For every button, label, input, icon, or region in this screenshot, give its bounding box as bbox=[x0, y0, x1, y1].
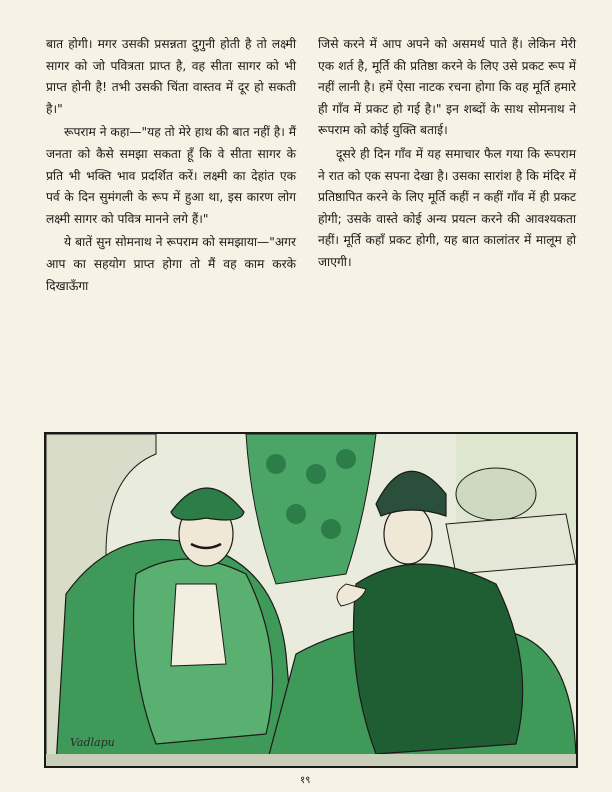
left-text-column bbox=[46, 34, 296, 297]
illustration-drawing bbox=[46, 434, 576, 766]
right-text-column bbox=[318, 34, 576, 274]
page-number: १९ bbox=[300, 775, 311, 786]
paragraph: जिसे करने में आप अपने को असमर्थ पाते हैं। लेकिन मेरी एक शर्त है, मूर्ति की प्रतिष्ठा करने के लिए उसे प्रकट रूप में नहीं लानी है। हमें ऐसा नाटक रचना होगा कि वह मूर्ति हमारे ही गाँव में प्रकट हो गई है।" इन शब्दों के साथ सोमनाथ ने रूपराम को कोई युक्ति बताई। bbox=[318, 37, 576, 138]
story-illustration bbox=[44, 432, 578, 768]
paragraph: दूसरे ही दिन गाँव में यह समाचार फैल गया कि रूपराम ने रात को एक सपना देखा है। उसका सारांश है कि मंदिर में प्रतिष्ठापित करने के लिए मूर्ति कहीं न कहीं गाँव में ही प्रकट होगी; उसके वास्ते कोई अन्य प्रयत्न करने की आवश्यकता नहीं। मूर्ति कहाँ प्रकट होगी, यह बात कालांतर में मालूम हो जाएगी। bbox=[318, 146, 576, 269]
paragraph: ये बातें सुन सोमनाथ ने रूपराम को समझाया—"अगर आप का सहयोग प्राप्त होगा तो मैं वह काम करके दिखाऊँगा bbox=[46, 235, 296, 293]
paragraph: बात होगी। मगर उसकी प्रसन्नता दुगुनी होती है तो लक्ष्मी सागर को जो पवित्रता प्राप्त है, वह सीता सागर को भी प्राप्त होनी है! तभी उसकी चिंता वास्तव में दूर हो सकती है।" bbox=[46, 37, 296, 116]
artist-signature: Vadlapu bbox=[70, 736, 115, 749]
paragraph: रूपराम ने कहा—"यह तो मेरे हाथ की बात नहीं है। मैं जनता को कैसे समझा सकता हूँ कि वे सीता सागर के प्रति भी भक्ति भाव प्रदर्शित करें। लक्ष्मी का देहांत एक पर्व के दिन सुमंगली के रूप में हुआ था, इस कारण लोग लक्ष्मी सागर को पवित्र मानने लगे हैं।" bbox=[46, 125, 296, 226]
